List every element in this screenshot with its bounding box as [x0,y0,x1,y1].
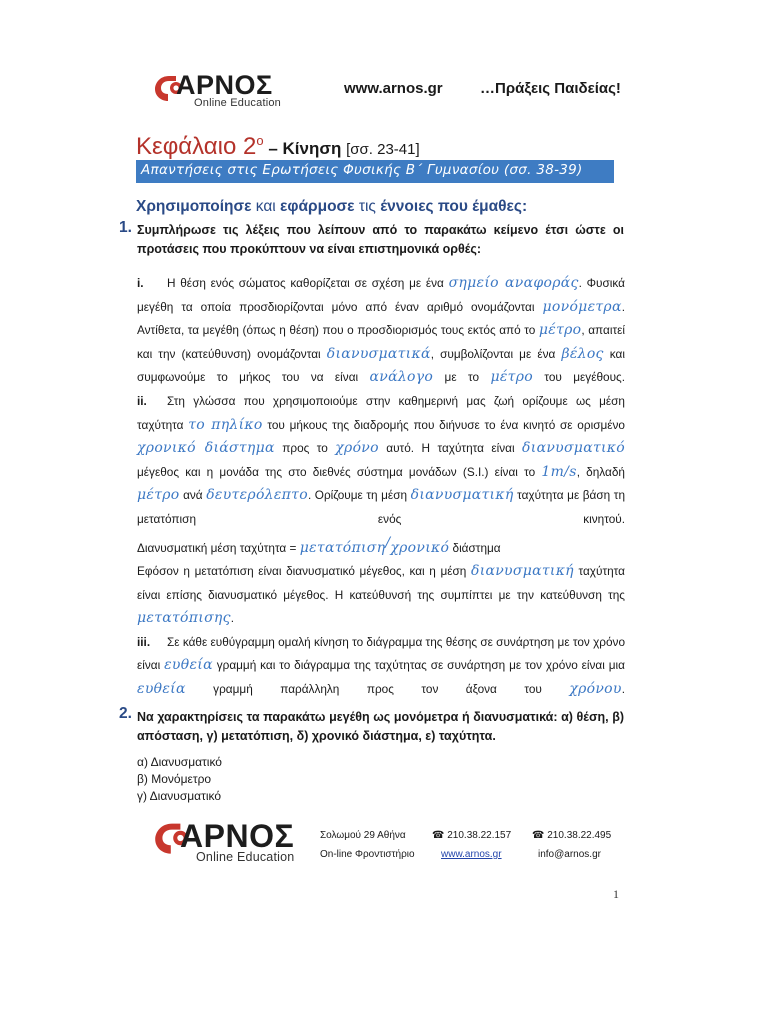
fill-answer: σημείο αναφοράς [448,275,579,291]
paragraph-iii-number: iii. [137,634,151,649]
paragraph-i: i. Η θέση ενός σώματος καθορίζεται σε σχέση με ένα σημείο αναφοράς. Φυσικά μεγέθη τα οποία προσδιορίζονται μόνο από έναν αριθμό ονομάζονται μονόμετρα. Αντίθετα, τα μεγέθη (όπως η θέση) που ο προσδιορισμός τους εκτός από το μέτρο, απαιτεί και την (κατεύθυνση) ονομάζονται διανυσματικά, συμβολίζονται με ένα βέλος και συμφωνούμε το μήκος του να είναι ανάλογο με το μέτρο του μεγέθους. [137,272,625,390]
subhead-word-apply: εφάρμοσε [280,198,355,215]
chapter-label: Κεφάλαιο $2^o$ [136,133,264,160]
velocity-formula: Διανυσματική μέση ταχύτητα = μετατόπιση/χρονικό διάστημα [137,534,501,556]
section-subheading [136,198,527,216]
question-2-text: Να χαρακτηρίσεις τα παρακάτω μεγέθη ως μονόμετρα ή διανυσματικά: α) θέση, β) απόσταση, γ) μετατόπιση, δ) χρονικό διάστημα, ε) ταχύτητα. [137,710,624,743]
subhead-word-the: τις [354,198,381,215]
fill-answer: μετατόπιση [299,539,386,556]
subhead-word-concepts: έννοιες που έμαθες: [380,198,528,215]
footer-website-link[interactable]: www.arnos.gr [441,849,502,860]
chapter-pages: [σσ. 23-41] [346,141,420,158]
paragraph-ii-continued: Εφόσον η μετατόπιση είναι διανυσματικό μέγεθος, και η μέση διανυσματική ταχύτητα είναι επίσης διανυσματικό μέγεθος. Η κατεύθυνσή της συμπίπτει με την κατεύθυνση της μετατόπισης. [137,563,625,627]
fill-answer: μονόμετρα [542,298,622,315]
fill-answer: χρονικό διάστημα [137,440,275,457]
page-header [152,70,622,110]
footer-arnos-logo [152,818,312,865]
footer-phone-2: ☎ 210.38.22.495 [532,830,612,841]
answers-banner [136,160,614,183]
answer-item: γ) Διανυσματικό [137,789,222,803]
fill-answer: διανυσματική [410,487,514,504]
paragraph-i-number: i. [137,276,144,290]
footer-address: Σολωμού 29 Αθήνα [320,830,406,841]
fill-answer: χρονικό [390,539,450,556]
fill-answer: μετατόπισης [137,610,231,627]
header-website-link[interactable]: www.arnos.gr [344,80,443,97]
footer-tutoring: On-line Φροντιστήριο [320,849,415,860]
fill-answer: ανάλογο [369,369,434,386]
chapter-topic: – Κίνηση [263,139,347,158]
page-footer [152,817,622,865]
fill-answer: το πηλίκο [188,416,263,433]
arnos-logo [152,70,282,110]
fill-answer: χρόνο [335,440,379,457]
formula-slash: / [385,534,391,551]
header-slogan: …Πράξεις Παιδείας! [480,80,621,97]
fill-answer: διανυσματική [470,563,574,580]
fill-answer: δευτερόλεπτο [206,487,308,504]
footer-logo-wordmark: ΑΡΝΟΣ [180,818,295,854]
page-number: 1 [613,887,619,901]
fill-answer: βέλος [561,345,604,362]
footer-email[interactable]: info@arnos.gr [538,849,601,860]
answers-banner-text: Απαντήσεις στις Ερωτήσεις Φυσικής Β΄ Γυμνασίου (σσ. 38-39) [141,162,583,178]
subhead-word-and: και [251,198,281,215]
fill-answer: μέτρο [490,369,533,386]
fill-answer: ευθεία [137,681,186,698]
footer-phone-1: ☎ 210.38.22.157 [432,830,512,841]
fill-answer: χρόνου [569,681,622,698]
chapter-title [136,127,636,164]
fill-answer: ευθεία [164,657,213,674]
question-2-number: 2. [119,705,132,722]
logo-subtitle: Online Education [194,97,281,109]
paragraph-ii: ii. Στη γλώσσα που χρησιμοποιούμε στην καθημερινή μας ζωή ορίζουμε ως μέση ταχύτητα το πηλίκο του μήκους της διαδρομής που διήνυσε το ένα κινητό σε ορισμένο χρονικό διάστημα προς το χρόνο αυτό. Η ταχύτητα είναι διανυσματικό μέγεθος και η μονάδα της στο διεθνές σύστημα μονάδων (S.I.) είναι το 1m/s, δηλαδή μέτρο ανά δευτερόλεπτο. Ορίζουμε τη μέση διανυσματική ταχύτητα με βάση τη μετατόπιση ενός κινητού. [137,390,625,532]
fill-answer: μέτρο [137,487,180,504]
fill-answer: 1m/s [541,463,577,480]
question-1-body [137,272,625,702]
answer-item: α) Διανυσματικό [137,755,222,769]
fill-answer: διανυσματικό [522,440,625,457]
fill-answer: μέτρο [538,322,582,339]
answer-item: β) Μονόμετρο [137,772,212,786]
question-1-text: Συμπλήρωσε τις λέξεις που λείπουν από το παρακάτω κείμενο έτσι ώστε οι προτάσεις που προκύπτουν να είναι επιστημονικά ορθές: [137,223,624,256]
question-1-number: 1. [119,219,132,236]
subhead-word-use: Χρησιμοποίησε [136,198,252,215]
question-2-answers [137,754,222,805]
footer-logo-subtitle: Online Education [196,850,295,864]
paragraph-iii: iii. Σε κάθε ευθύγραμμη ομαλή κίνηση το διάγραμμα της θέσης σε συνάρτηση με τον χρόνο είναι ευθεία γραμμή και το διάγραμμα της ταχύτητας σε συνάρτηση με τον χρόνο είναι μια ευθεία γραμμή παράλληλη προς τον άξονα του χρόνου. [137,631,625,702]
paragraph-ii-number: ii. [137,393,147,408]
fill-answer: διανυσματικά [326,345,431,362]
logo-wordmark: ΑΡΝΟΣ [176,70,273,100]
